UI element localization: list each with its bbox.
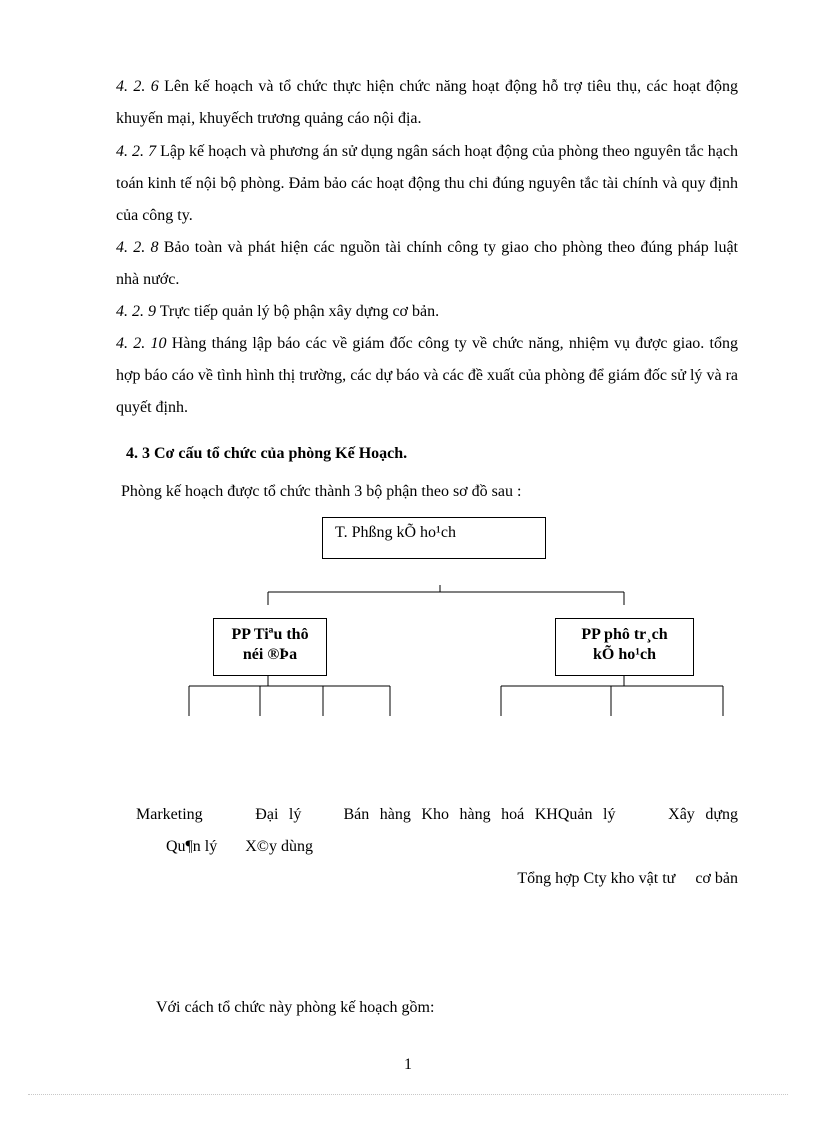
unit-labels-row-2: Qu¶n lý X©y dùng bbox=[166, 838, 313, 855]
paragraph-text: Lập kế hoạch và phương án sử dụng ngân sách hoạt động của phòng theo nguyên tắc hạch toán kinh tế nội bộ phòng. Đảm bảo các hoạt động thu chi đúng nguyên tắc tài chính và quy định của công ty. bbox=[116, 143, 739, 224]
item-number: 4. 2. 9 bbox=[116, 303, 156, 320]
unit-labels-row-3: Tổng hợp Cty kho vật tư cơ bản bbox=[517, 870, 738, 887]
item-number: 4. 2. 6 bbox=[116, 78, 159, 95]
org-box-domestic-sales bbox=[213, 618, 327, 676]
item-number: 4. 2. 7 bbox=[116, 143, 157, 160]
org-box-label-line1: PP Tiªu thô bbox=[231, 626, 309, 643]
org-box-head bbox=[322, 517, 546, 559]
page-bottom-divider bbox=[28, 1094, 788, 1095]
closing-sentence: Với cách tổ chức này phòng kế hoạch gồm: bbox=[156, 999, 435, 1016]
paragraph-text: Bảo toàn và phát hiện các nguồn tài chính công ty giao cho phòng theo đúng pháp luật nhà nước. bbox=[116, 239, 738, 288]
unit-labels-row-1: Marketing Đại lý Bán hàng Kho hàng hoá KHQuản lý Xây dựng bbox=[136, 806, 738, 823]
org-box-label-line1: PP phô tr¸ch bbox=[581, 626, 668, 643]
org-box-label-line2: néi ®Þa bbox=[242, 646, 298, 663]
paragraph-text: Hàng tháng lập báo các về giám đốc công ty về chức năng, nhiệm vụ được giao. tổng hợp báo cáo về tình hình thị trường, các dự báo và các đề xuất của phòng để giám đốc sử lý và ra quyết định. bbox=[116, 335, 738, 416]
section-intro: Phòng kế hoạch được tổ chức thành 3 bộ phận theo sơ đồ sau : bbox=[121, 483, 522, 500]
page-number: 1 bbox=[404, 1056, 412, 1073]
org-box-planning bbox=[555, 618, 694, 676]
item-number: 4. 2. 10 bbox=[116, 335, 167, 352]
item-number: 4. 2. 8 bbox=[116, 239, 159, 256]
org-box-head-label: T. Phßng kÕ ho¹ch bbox=[335, 524, 456, 541]
paragraph-text: Trực tiếp quản lý bộ phận xây dựng cơ bản. bbox=[156, 303, 440, 320]
org-box-label-line2: kÕ ho¹ch bbox=[592, 646, 657, 663]
section-heading: 4. 3 Cơ cấu tổ chức của phòng Kế Hoạch. bbox=[126, 445, 408, 462]
paragraph-text: Lên kế hoạch và tổ chức thực hiện chức năng hoạt động hỗ trợ tiêu thụ, các hoạt động khuyến mại, khuyếch trương quảng cáo nội địa. bbox=[116, 78, 739, 127]
